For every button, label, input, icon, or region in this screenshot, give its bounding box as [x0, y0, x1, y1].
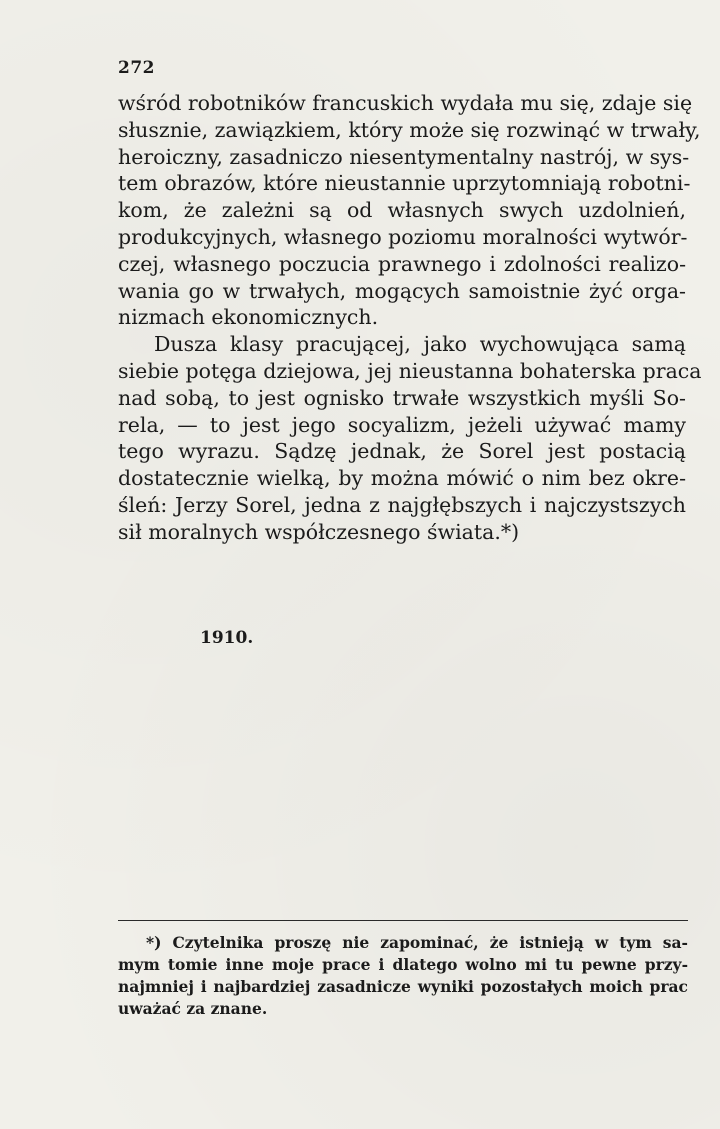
text-line: nad sobą, to jest ognisko trwałe wszystkich myśli So- — [118, 385, 686, 410]
footnote-divider — [118, 920, 688, 921]
text-line: czej, własnego poczucia prawnego i zdolności realizo- — [118, 251, 686, 276]
text-line: kom, że zależni są od własnych swych uzdolnień, — [118, 198, 686, 223]
footnote-line: *) Czytelnika proszę nie zapominać, że istnieją w tym sa- — [146, 933, 688, 952]
page-number: 272 — [118, 58, 155, 78]
text-line: produkcyjnych, własnego poziomu moralności wytwór- — [118, 224, 688, 249]
main-text — [118, 90, 702, 546]
text-line: śleń: Jerzy Sorel, jedna z najgłębszych i najczystszych — [118, 492, 686, 517]
text-line: Dusza klasy pracującej, jako wychowująca samą — [154, 332, 686, 357]
footnote-line: uważać za znane. — [118, 999, 268, 1018]
footnote-line: mym tomie inne moje prace i dlatego wolno mi tu pewne przy- — [118, 955, 688, 974]
text-line: siebie potęga dziejowa, jej nieustanna bohaterska praca — [118, 358, 702, 383]
text-line: wśród robotników francuskich wydała mu się, zdaje się — [118, 91, 693, 115]
paragraph-2 — [118, 331, 702, 545]
footnote — [118, 932, 688, 1020]
text-line: sił moralnych współczesnego świata.*) — [118, 519, 520, 544]
text-line: nizmach ekonomicznych. — [118, 305, 379, 330]
text-line: rela, — to jest jego socyalizm, jeżeli używać mamy — [118, 412, 686, 437]
paragraph-1 — [118, 90, 701, 331]
date-signature: 1910. — [200, 628, 254, 648]
text-line: słusznie, zawiązkiem, który może się rozwinąć w trwały, — [118, 117, 701, 142]
text-line: heroiczny, zasadniczo niesentymentalny nastrój, w sys- — [118, 144, 690, 169]
text-line: tem obrazów, które nieustannie uprzytomniają robotni- — [118, 171, 691, 196]
text-line: wania go w trwałych, mogących samoistnie żyć orga- — [118, 278, 686, 303]
footnote-line: najmniej i najbardziej zasadnicze wyniki pozostałych moich prac — [118, 977, 688, 996]
text-line: tego wyrazu. Sądzę jednak, że Sorel jest postacią — [118, 439, 686, 464]
text-line: dostatecznie wielką, by można mówić o nim bez okre- — [118, 466, 686, 491]
